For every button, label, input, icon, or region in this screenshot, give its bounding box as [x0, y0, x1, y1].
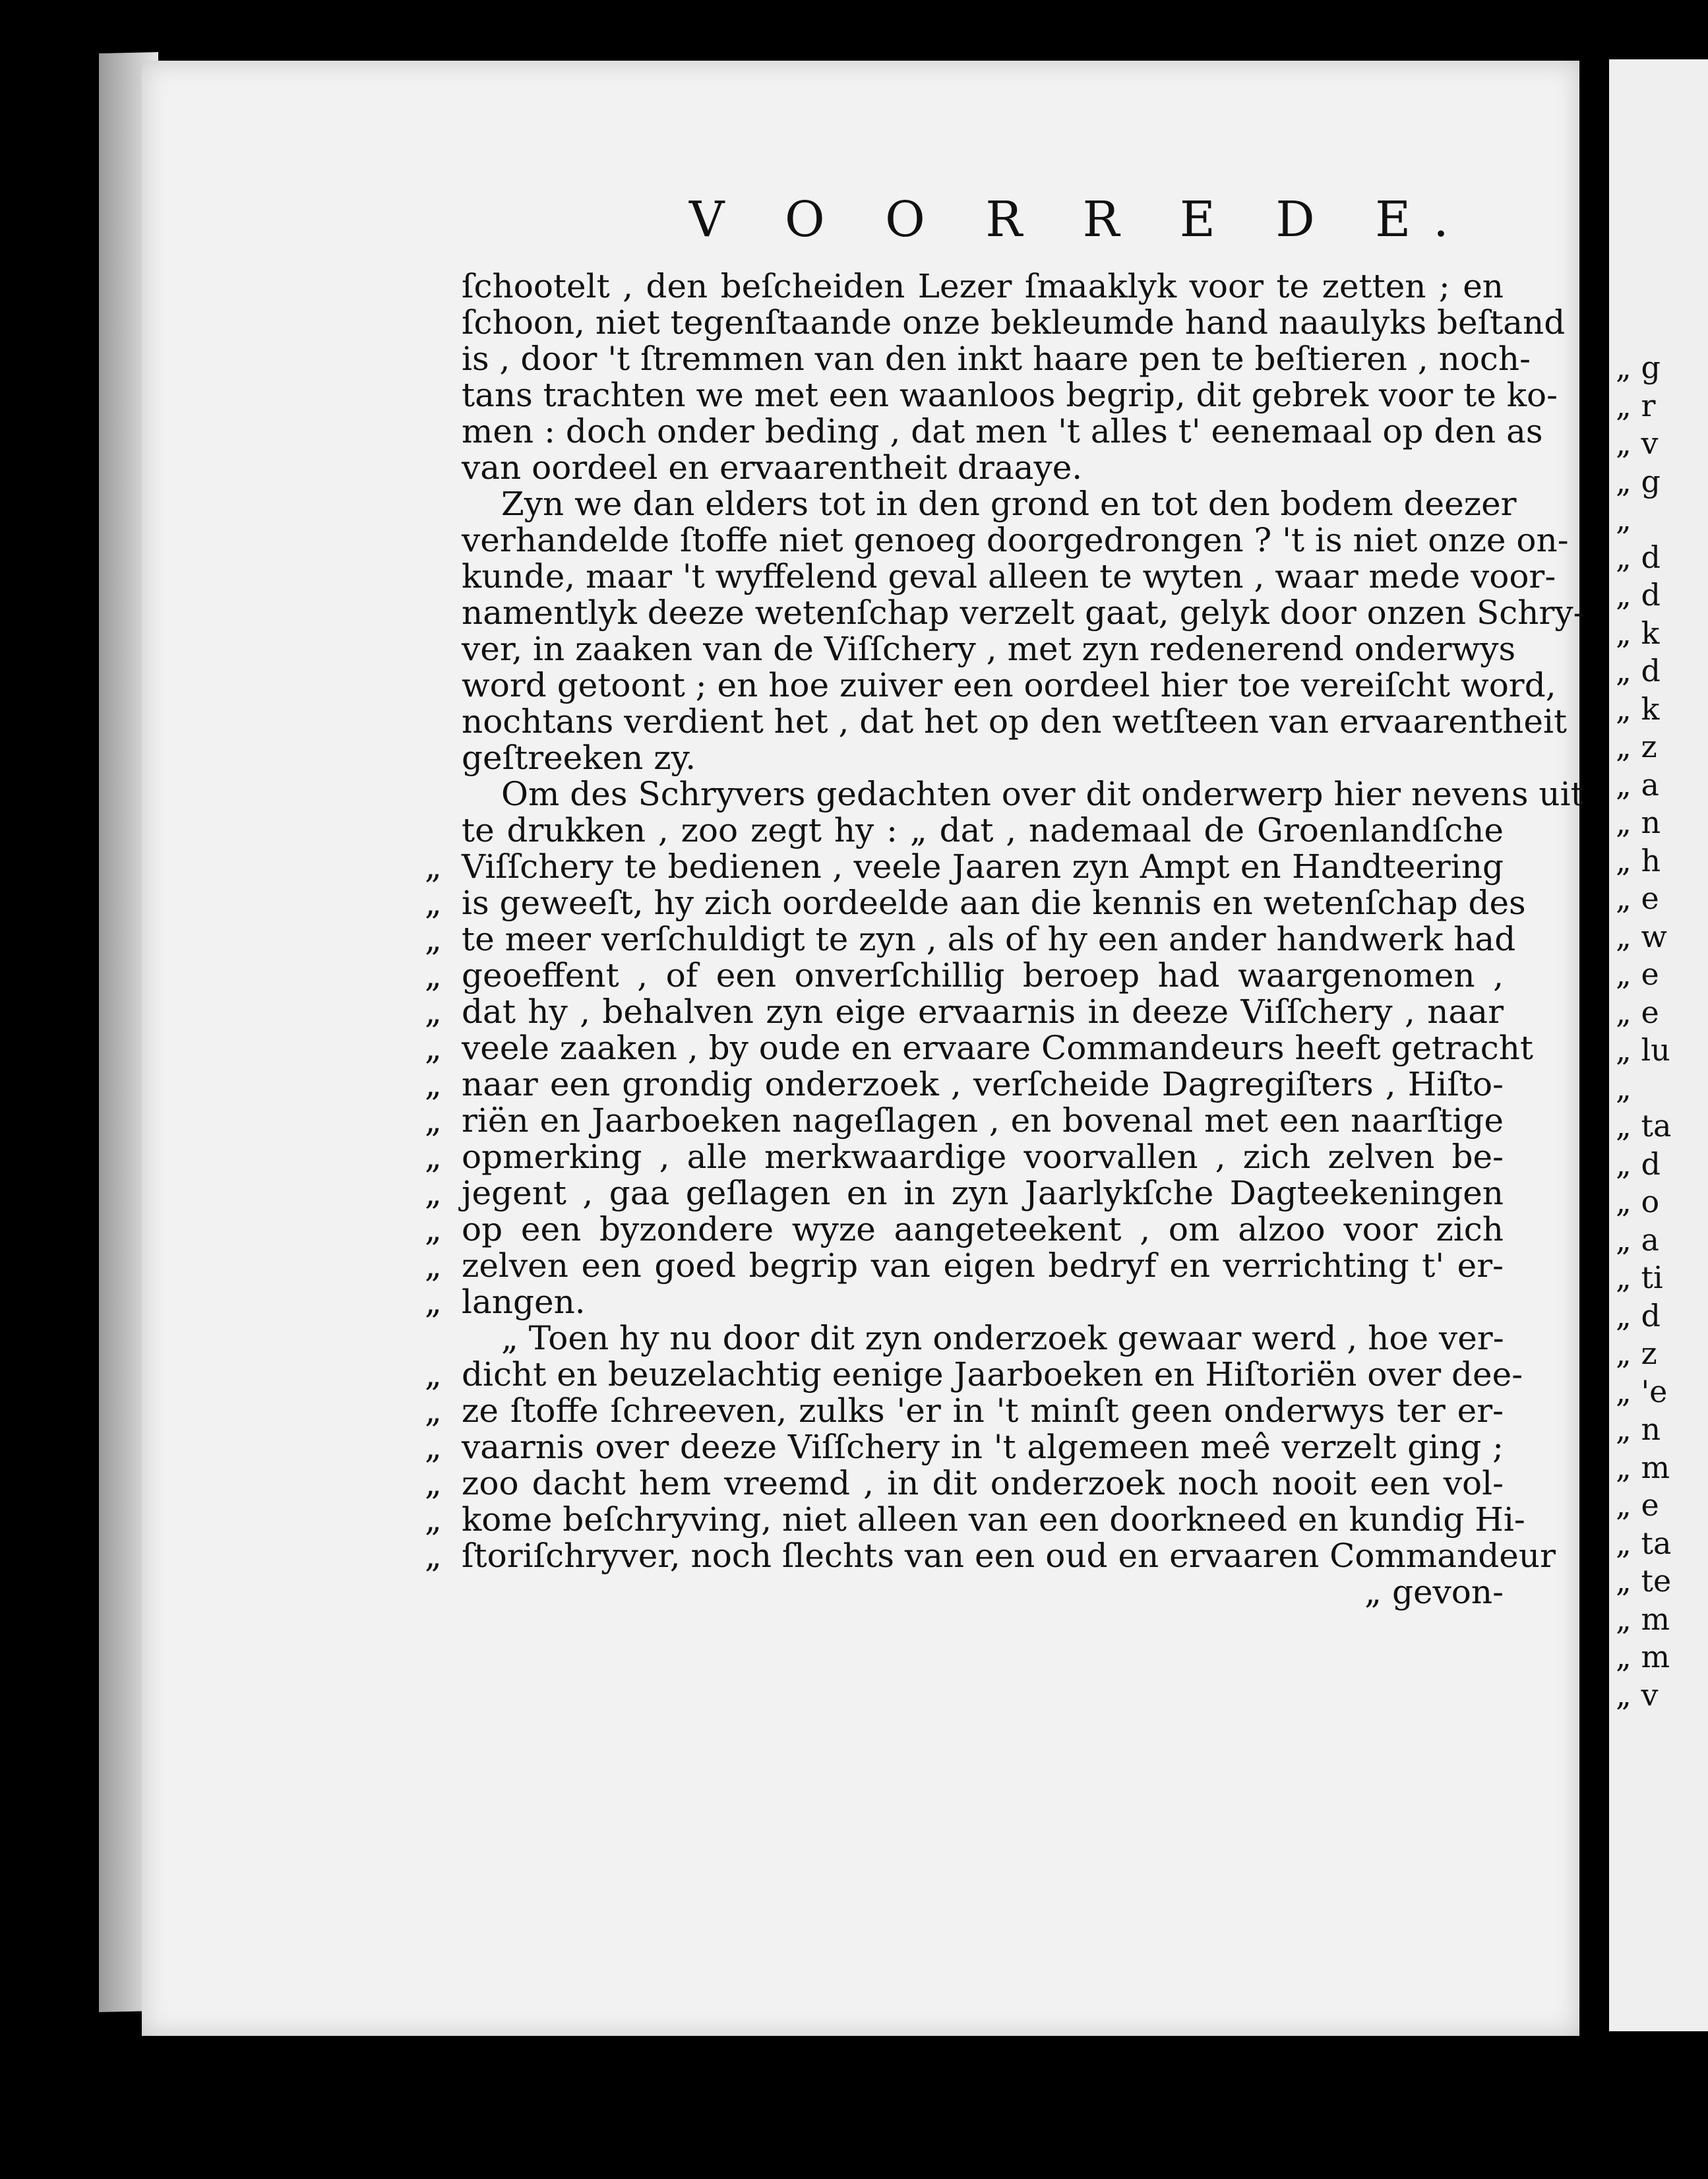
- adjacent-page-line: „ e: [1616, 956, 1659, 992]
- text-line-content: is , door 't ſtremmen van den inkt haare pen te beſtieren , noch-: [462, 340, 1531, 378]
- quote-mark: „: [425, 1392, 442, 1430]
- text-line: [425, 1101, 1504, 1140]
- text-line: [425, 1355, 1523, 1394]
- adjacent-page-line: „: [1616, 501, 1632, 537]
- text-line-content: dicht en beuzelachtig eenige Jaarboeken en Hiſtoriën over dee-: [462, 1355, 1523, 1394]
- adjacent-page-line: „ d: [1616, 539, 1661, 575]
- text-line: [425, 1500, 1525, 1539]
- adjacent-page-line: „ a: [1616, 1221, 1659, 1258]
- adjacent-page-line: „ o: [1616, 1184, 1660, 1219]
- adjacent-page-line: „ d: [1616, 1297, 1661, 1334]
- adjacent-page-line: „ m: [1616, 1601, 1670, 1637]
- adjacent-page-line: „ ta: [1616, 1525, 1672, 1561]
- catchword: „ gevon-: [1364, 1573, 1504, 1611]
- text-line: [425, 1029, 1534, 1067]
- quote-mark: „: [425, 920, 442, 958]
- text-line: [462, 702, 1568, 741]
- quote-mark: „: [425, 884, 442, 922]
- text-line: [462, 740, 1504, 776]
- quote-mark: „: [425, 1464, 442, 1502]
- text-line-content: geoeffent , of een onverſchillig beroep had waargenomen ,: [462, 956, 1504, 995]
- text-line-content: zelven een goed begrip van eigen bedryf en verrichting t' er-: [462, 1246, 1504, 1285]
- text-line: [462, 450, 1504, 486]
- text-line-content: ſtoriſchryver, noch ſlechts van een oud en ervaaren Commandeur: [462, 1537, 1556, 1575]
- text-line-content: ze ſtoffe ſchreeven, zulks 'er in 't minſt geen onderwys ter er-: [462, 1392, 1504, 1430]
- adjacent-page-line: „ v: [1616, 425, 1659, 461]
- text-line: [425, 993, 1504, 1031]
- text-line-content: zoo dacht hem vreemd , in dit onderzoek noch nooit een vol-: [462, 1464, 1504, 1502]
- text-line: [425, 1246, 1504, 1285]
- quote-mark: „: [425, 1065, 442, 1103]
- adjacent-page-line: „ k: [1616, 615, 1660, 651]
- adjacent-page-line: „: [1616, 1070, 1632, 1106]
- text-line-content: Om des Schryvers gedachten over dit onderwerp hier nevens uit: [501, 775, 1584, 813]
- adjacent-page-line: „ v: [1616, 1676, 1659, 1713]
- text-line-content: „ Toen hy nu door dit zyn onderzoek gewaar werd , hoe ver-: [501, 1319, 1504, 1357]
- text-line: [462, 1320, 1504, 1357]
- adjacent-page-margin: [1616, 350, 1671, 1715]
- adjacent-page-fragment: [1609, 59, 1708, 2031]
- adjacent-page-line: „ e: [1616, 994, 1659, 1030]
- adjacent-page-line: „ m: [1616, 1639, 1670, 1674]
- text-line-content: nochtans verdient het , dat het op den wetſteen van ervaarentheit: [462, 702, 1568, 741]
- text-line-content: naar een grondig onderzoek , verſcheide Dagregiſters , Hiſto-: [462, 1065, 1504, 1103]
- text-line-content: ſchoon, niet tegenſtaande onze bekleumde hand naaulyks beſtand: [462, 303, 1566, 342]
- text-line-content: te drukken , zoo zegt hy : „ dat , nademaal de Groenlandſche: [462, 811, 1504, 849]
- adjacent-page-line: „ d: [1616, 1146, 1661, 1182]
- text-line-content: namentlyk deeze wetenſchap verzelt gaat, gelyk door onzen Schry-: [462, 594, 1585, 632]
- adjacent-page-line: „ r: [1616, 387, 1656, 423]
- quote-mark: „: [425, 1029, 442, 1067]
- adjacent-page-line: „ k: [1616, 691, 1660, 727]
- adjacent-page-line: „ g: [1616, 463, 1661, 499]
- quote-mark: „: [425, 1246, 442, 1285]
- adjacent-page-line: „ d: [1616, 577, 1661, 613]
- text-line: [462, 666, 1556, 704]
- text-line: [462, 303, 1566, 342]
- quote-mark: „: [425, 847, 442, 886]
- text-line: [425, 956, 1504, 995]
- text-line-content: jegent , gaa geſlagen en in zyn Jaarlykſche Dagteekeningen: [462, 1174, 1504, 1212]
- text-line: [425, 1392, 1504, 1430]
- text-line: [425, 1210, 1504, 1248]
- text-line: [462, 485, 1517, 523]
- text-line-content: is geweeſt, hy zich oordeelde aan die kennis en wetenſchap des: [462, 884, 1526, 922]
- text-line: [425, 920, 1516, 958]
- text-line-content: men : doch onder beding , dat men 't alles t' eenemaal op den as: [462, 412, 1543, 450]
- quote-mark: „: [425, 1537, 442, 1575]
- text-line: [462, 813, 1504, 849]
- adjacent-page-line: „ e: [1616, 1487, 1659, 1523]
- text-line-content: op een byzondere wyze aangeteekent , om alzoo voor zich: [462, 1210, 1504, 1248]
- adjacent-page-line: „ n: [1616, 1411, 1661, 1447]
- adjacent-page-line: „ n: [1616, 805, 1661, 840]
- page-heading: V O O R R E D E.: [689, 191, 1471, 248]
- text-line: [462, 630, 1516, 668]
- adjacent-page-line: „ 'e: [1616, 1373, 1668, 1409]
- quote-mark: „: [425, 993, 442, 1031]
- text-line-content: tans trachten we met een waanloos begrip, dit gebrek voor te ko-: [462, 376, 1558, 414]
- quote-mark: „: [425, 1174, 442, 1212]
- quote-mark: „: [425, 1355, 442, 1394]
- text-line-content: verhandelde ſtoffe niet genoeg doorgedrongen ? 't is niet onze on-: [462, 521, 1569, 559]
- adjacent-page-line: „ d: [1616, 653, 1661, 689]
- adjacent-page-line: „ ta: [1616, 1108, 1672, 1144]
- text-line-content: geſtreeken zy.: [462, 739, 696, 777]
- adjacent-page-line: „ z: [1616, 1335, 1657, 1371]
- text-line-content: ver, in zaaken van de Viſſchery , met zyn redenerend onderwys: [462, 630, 1516, 668]
- quote-mark: „: [425, 1500, 442, 1539]
- text-line-content: van oordeel en ervaarentheit draaye.: [462, 448, 1083, 487]
- quote-mark: „: [425, 1138, 442, 1176]
- quote-mark: „: [425, 1283, 442, 1321]
- text-line-content: Viſſchery te bedienen , veele Jaaren zyn Ampt en Handteering: [462, 847, 1504, 886]
- text-line: [425, 1138, 1504, 1176]
- text-line-content: kunde, maar 't wyffelend geval alleen te wyten , waar mede voor-: [462, 557, 1556, 596]
- adjacent-page-line: „ te: [1616, 1563, 1672, 1599]
- text-line: [425, 884, 1526, 922]
- text-line: [425, 1283, 1504, 1321]
- quote-mark: „: [425, 1428, 442, 1466]
- adjacent-page-line: „ ti: [1616, 1260, 1663, 1295]
- text-line-content: riën en Jaarboeken nageſlagen , en bovenal met een naarſtige: [462, 1101, 1504, 1140]
- quote-mark: „: [425, 1101, 442, 1140]
- text-line-content: word getoont ; en hoe zuiver een oordeel hier toe vereiſcht word,: [462, 666, 1556, 704]
- text-line: [425, 1464, 1504, 1502]
- text-line-content: te meer verſchuldigt te zyn , als of hy een ander handwerk had: [462, 920, 1516, 958]
- adjacent-page-line: „ g: [1616, 350, 1661, 385]
- text-line: [425, 1065, 1504, 1103]
- text-line: [462, 268, 1504, 305]
- adjacent-page-line: „ h: [1616, 842, 1661, 878]
- text-line: [425, 1537, 1556, 1575]
- adjacent-page-line: „ lu: [1616, 1032, 1670, 1068]
- text-line: [425, 1174, 1504, 1212]
- adjacent-page-line: „ a: [1616, 766, 1659, 803]
- text-line: [462, 376, 1558, 414]
- quote-mark: „: [425, 956, 442, 995]
- text-line-content: ſchootelt , den beſcheiden Lezer ſmaaklyk voor te zetten ; en: [462, 267, 1504, 305]
- body-text: [425, 267, 1585, 1611]
- quote-mark: „: [425, 1210, 442, 1248]
- text-line-content: veele zaaken , by oude en ervaare Commandeurs heeft getracht: [462, 1029, 1534, 1067]
- text-line-content: Zyn we dan elders tot in den grond en tot den bodem deezer: [501, 485, 1517, 523]
- text-line: [462, 521, 1569, 559]
- text-line-content: kome beſchryving, niet alleen van een doorkneed en kundig Hi-: [462, 1500, 1525, 1539]
- adjacent-page-line: „ w: [1616, 918, 1667, 954]
- text-line: [462, 775, 1584, 813]
- text-line: [425, 847, 1504, 886]
- text-line: [462, 594, 1585, 632]
- adjacent-page-line: „ m: [1616, 1449, 1670, 1485]
- text-line: [462, 557, 1556, 596]
- text-line: [462, 412, 1543, 450]
- text-line-content: vaarnis over deeze Viſſchery in 't algemeen meê verzelt ging ;: [462, 1428, 1504, 1466]
- adjacent-page-line: „ z: [1616, 729, 1657, 764]
- text-line: [425, 1428, 1504, 1466]
- text-line-content: dat hy , behalven zyn eige ervaarnis in deeze Viſſchery , naar: [462, 993, 1504, 1031]
- adjacent-page-line: „ e: [1616, 880, 1659, 916]
- text-line-content: opmerking , alle merkwaardige voorvallen , zich zelven be-: [462, 1138, 1504, 1176]
- text-line-content: langen.: [462, 1283, 586, 1321]
- text-line: [462, 340, 1531, 378]
